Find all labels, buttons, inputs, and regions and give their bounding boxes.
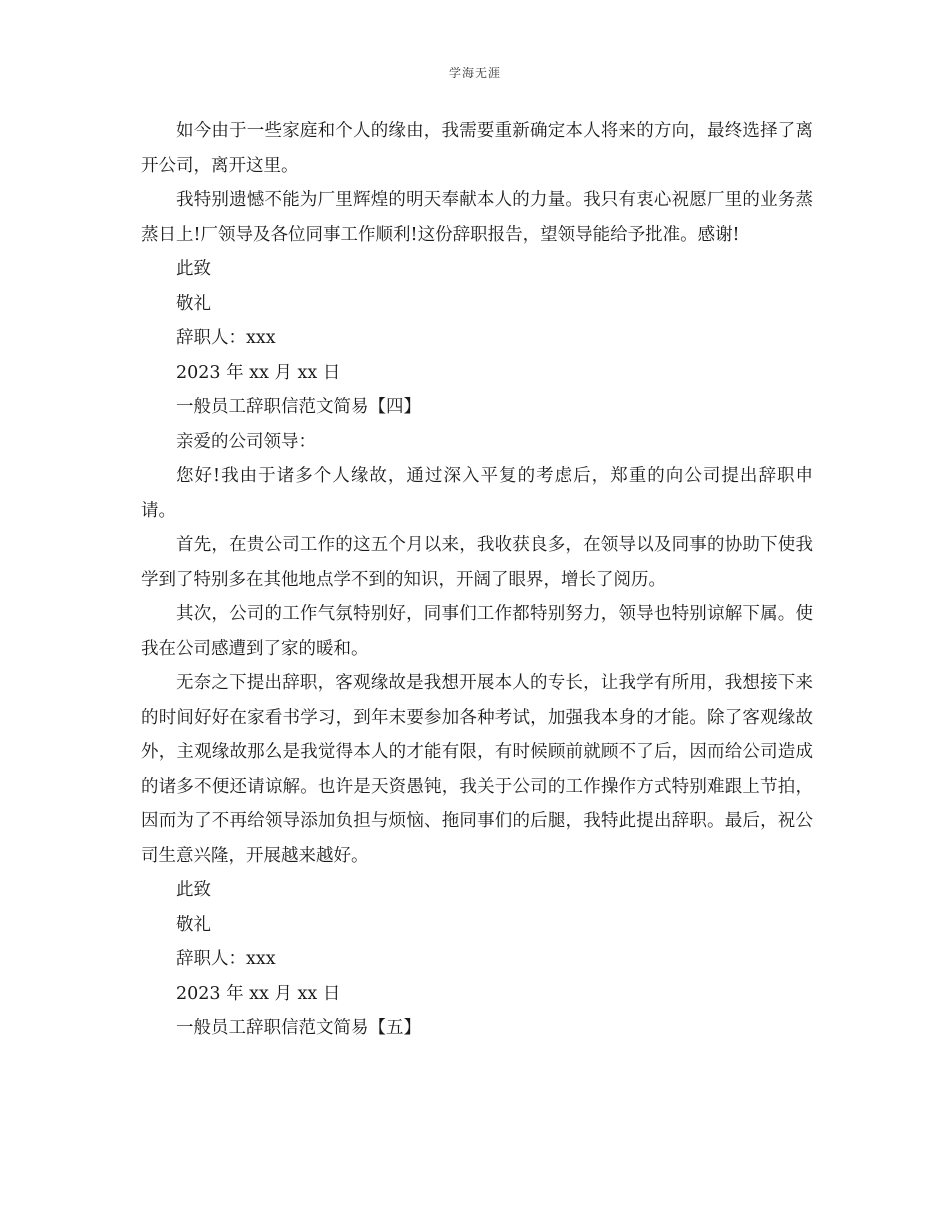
page-header: 学海无涯 [448,66,501,80]
signer: 辞职人：xxx [176,328,276,348]
salutation: 敬礼 [176,914,211,935]
paragraph-atmosphere: 其次，公司的工作气氛特别好，同事们工作都特别努力，领导也特别谅解下属。使我在公司感遭到了家的暖和。 [141,604,813,659]
date: 2023 年 xx 月 xx 日 [176,362,341,383]
date: 2023 年 xx 月 xx 日 [176,983,341,1004]
greeting: 亲爱的公司领导： [176,431,316,452]
closing-phrase: 此致 [176,259,211,279]
document-body [141,114,813,1046]
salutation: 敬礼 [176,293,211,314]
paragraph-request: 您好!我由于诸多个人缘故，通过深入平复的考虑后，郑重的向公司提出辞职申请。 [141,466,813,521]
paragraph-reason: 如今由于一些家庭和个人的缘由，我需要重新确定本人将来的方向，最终选择了离开公司，离开这里。 [141,121,813,176]
section-title-five: 一般员工辞职信范文简易【五】 [176,1018,421,1038]
paragraph-wishes: 我特别遗憾不能为厂里辉煌的明天奉献本人的力量。我只有衷心祝愿厂里的业务蒸蒸日上!厂领导及各位同事工作顺利!这份辞职报告，望领导能给予批准。感谢! [141,190,813,245]
paragraph-gratitude: 首先，在贵公司工作的这五个月以来，我收获良多，在领导以及同事的协助下使我学到了特别多在其他地点学不到的知识，开阔了眼界，增长了阅历。 [141,535,813,590]
closing-phrase: 此致 [176,880,211,900]
section-title-four: 一般员工辞职信范文简易【四】 [176,397,421,417]
signer: 辞职人：xxx [176,949,276,969]
paragraph-reasons: 无奈之下提出辞职，客观缘故是我想开展本人的专长，让我学有所用，我想接下来的时间好好在家看书学习，到年末要参加各种考试，加强我本身的才能。除了客观缘故外，主观缘故那么是我觉得本人的才能有限，有时候顾前就顾不了后，因而给公司造成的诸多不便还请谅解。也许是天资愚钝，我关于公司的工作操作方式特别难跟上节拍，因而为了不再给领导添加负担与烦恼、拖同事们的后腿，我特此提出辞职。最后，祝公司生意兴隆，开展越来越好。 [141,673,813,866]
